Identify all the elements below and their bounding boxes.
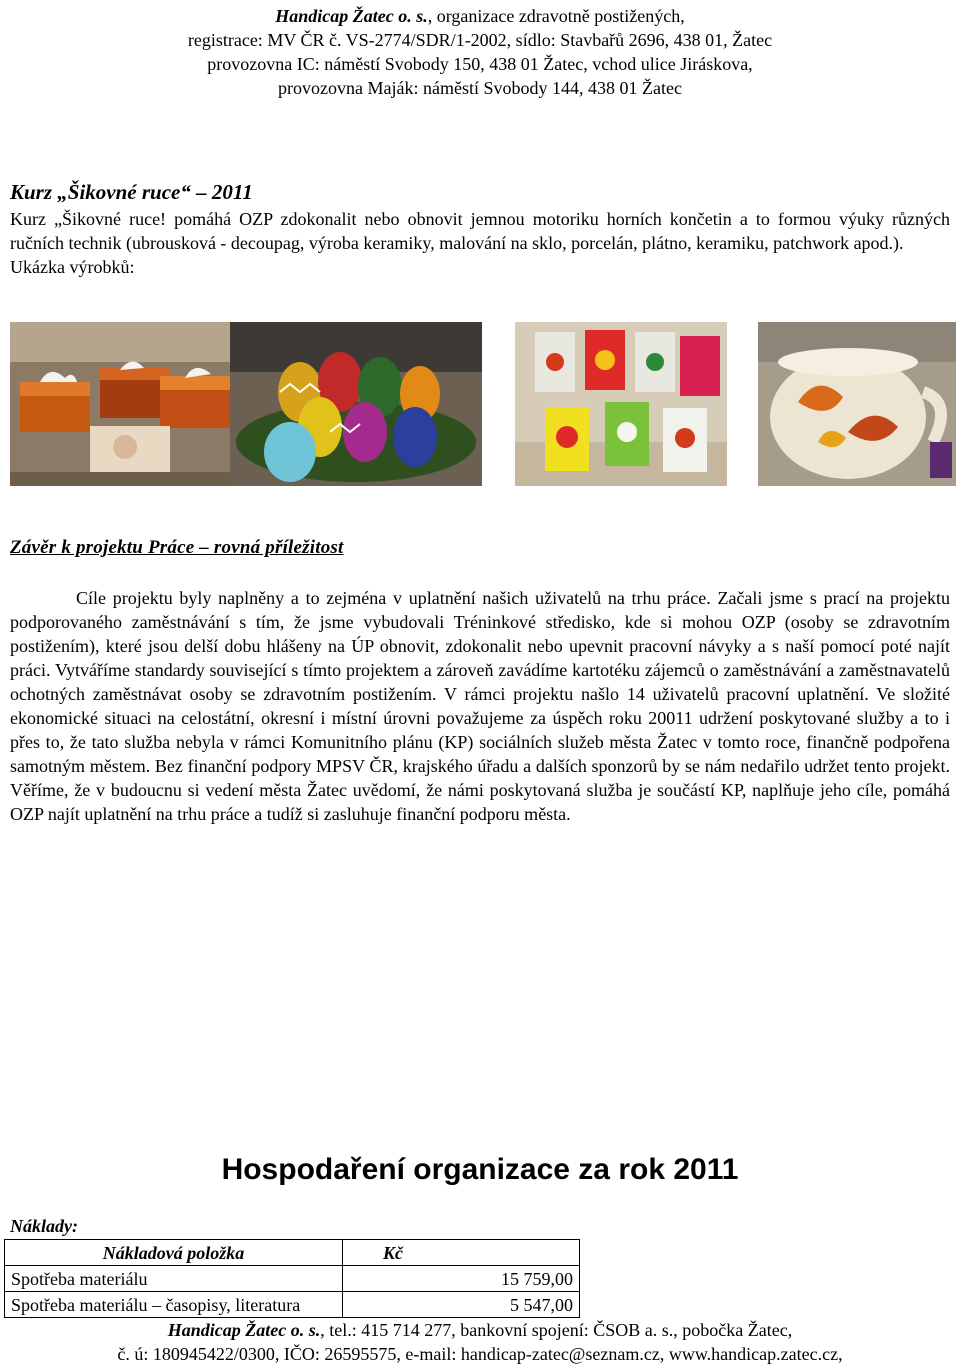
flower-cards-icon: [515, 322, 727, 486]
footer-line-1: [0, 1318, 960, 1342]
course-description: Kurz „Šikovné ruce! pomáhá OZP zdokonalit nebo obnovit jemnou motoriku horních končetin a to formou výuky různých ručních technik (ubrousková - decoupag, výroba keramiky, malování na sklo, porcelán, plátno, keramiku, patchwork apod.).: [10, 209, 950, 253]
cell-amount: 15 759,00: [343, 1266, 580, 1292]
registration-line: registrace: MV ČR č. VS-2774/SDR/1-2002, sídlo: Stavbařů 2696, 438 01, Žatec: [187, 30, 773, 50]
table-header-row: [5, 1240, 580, 1266]
conclusion-text-block: [10, 586, 950, 826]
cell-amount: 5 547,00: [343, 1292, 580, 1318]
costs-label: Náklady:: [10, 1216, 78, 1236]
conclusion-paragraph: Cíle projektu byly naplněny a to zejména v uplatnění našich uživatelů na trhu práce. Začali jsme s prací na projektu podporovaného zaměstnávání s tím, že jsme vybudovali Tréninkové středisko, kde si mohou OZP (osoby se zdravotním postižením), které jsou delší dobu hlášeny na ÚP obnovit, zdokonalit nebo upevnit pracovní návyky a s naší pomocí poté najít práci. Vytváříme standardy související s tímto projektem a zároveň zavádíme kartotéku zájemců o zaměstnávání a zaměstnavatelů ochotných zaměstnávat osoby se zdravotním postižením. V rámci projektu našlo 14 uživatelů pracovní uplatnění. Ve složité ekonomické situaci na celostátní, okresní i místní úrovni považujeme za úspěch roku 20011 udržení poskytované služby a to i přes to, že tato služba nebyla v rámci Komunitního plánu (KP) sociálních služeb města Žatec v tomto roce, finančně podpořena samotným městem. Bez finanční podpory MPSV ČR, krajského úřadu a dalších sponzorů by se nám nedařilo udržet tento projekt. Věříme, že v budoucnu si vedení města Žatec uvědomí, že námi poskytovaná služba je součástí KP, naplňuje jeho cíle, pomáhá OZP najít uplatnění na trhu práce a tudíž si zasluhuje finanční podporu města.: [10, 588, 950, 824]
course-text-block: [10, 207, 950, 279]
address-line-majak: provozovna Maják: náměstí Svobody 144, 438 01 Žatec: [278, 78, 682, 98]
table-row: [5, 1292, 580, 1318]
conclusion-heading: Závěr k projektu Práce – rovná příležitost: [10, 537, 344, 558]
photo-easter-eggs: [230, 322, 482, 486]
footer-line-2: č. ú: 180945422/0300, IČO: 26595575, e-mail: handicap-zatec@seznam.cz, www.handicap.zatec.cz,: [117, 1344, 843, 1364]
footer: [0, 1318, 960, 1366]
costs-table: [4, 1239, 580, 1318]
easter-eggs-icon: [230, 322, 482, 486]
letterhead-line-1: [0, 4, 960, 28]
economy-title: Hospodaření organizace za rok 2011: [221, 1153, 739, 1186]
table-row: [5, 1266, 580, 1292]
footer-contact: , tel.: 415 714 277, bankovní spojení: ČSOB a. s., pobočka Žatec,: [320, 1320, 793, 1340]
photo-painted-jug: [758, 322, 956, 486]
product-photos: [10, 322, 956, 486]
leaf-jug-icon: [758, 322, 956, 486]
header-amount: Kč: [343, 1240, 580, 1266]
cell-item: Spotřeba materiálu – časopisy, literatura: [5, 1292, 343, 1318]
header-item: Nákladová položka: [5, 1240, 343, 1266]
course-heading: Kurz „Šikovné ruce“ – 2011: [10, 180, 253, 204]
address-line-ic: provozovna IC: náměstí Svobody 150, 438 01 Žatec, vchod ulice Jiráskova,: [207, 54, 753, 74]
org-description: , organizace zdravotně postižených,: [427, 6, 685, 26]
photo-tissue-boxes: [10, 322, 262, 486]
decoupage-boxes-icon: [10, 322, 262, 486]
letterhead: [0, 4, 960, 100]
footer-org-name: Handicap Žatec o. s.: [167, 1320, 321, 1340]
examples-label: Ukázka výrobků:: [10, 257, 135, 277]
photo-greeting-cards: [515, 322, 727, 486]
cell-item: Spotřeba materiálu: [5, 1266, 343, 1292]
org-name: Handicap Žatec o. s.: [275, 6, 428, 26]
